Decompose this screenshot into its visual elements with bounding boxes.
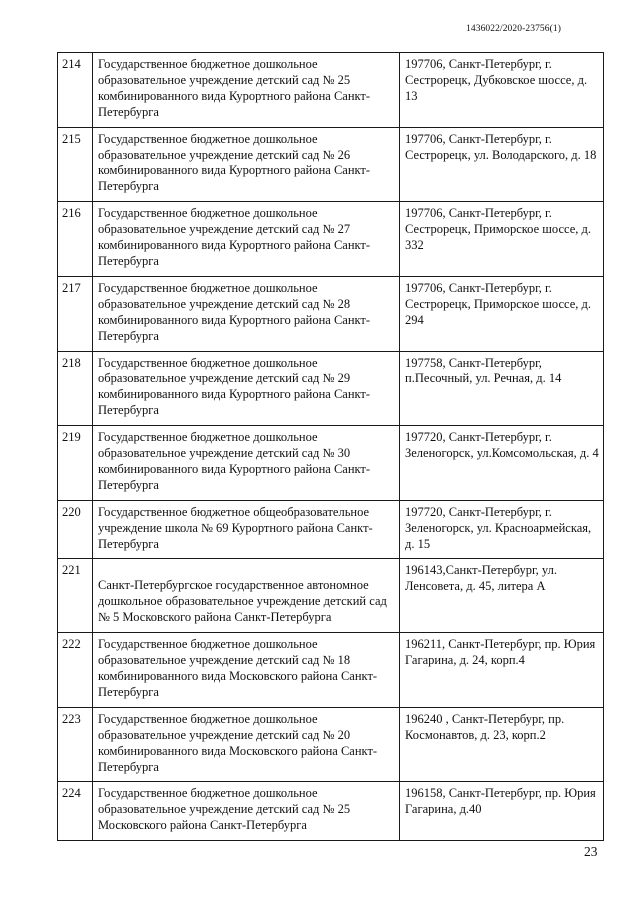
row-number: 222 <box>58 633 93 708</box>
institution-address: 196211, Санкт-Петербург, пр. Юрия Гагарина, д. 24, корп.4 <box>400 633 604 708</box>
table-row <box>58 500 604 559</box>
row-number: 221 <box>58 559 93 633</box>
institution-address: 196240 , Санкт-Петербург, пр. Космонавтов, д. 23, корп.2 <box>400 707 604 782</box>
institution-name: Государственное бюджетное дошкольное образовательное учреждение детский сад № 27 комбинированного вида Курортного района Санкт-Петербурга <box>93 202 400 277</box>
institutions-table <box>57 52 604 841</box>
institution-address: 197720, Санкт-Петербург, г. Зеленогорск, ул.Комсомольская, д. 4 <box>400 426 604 501</box>
institution-name: Государственное бюджетное дошкольное образовательное учреждение детский сад № 25 комбинированного вида Курортного района Санкт-Петербурга <box>93 53 400 128</box>
institution-address: 197706, Санкт-Петербург, г. Сестрорецк, Приморское шоссе, д. 332 <box>400 202 604 277</box>
row-number: 218 <box>58 351 93 426</box>
row-number: 220 <box>58 500 93 559</box>
row-number: 214 <box>58 53 93 128</box>
institution-address: 196143,Санкт-Петербург, ул. Ленсовета, д. 45, литера А <box>400 559 604 633</box>
row-number: 217 <box>58 276 93 351</box>
table-row <box>58 559 604 633</box>
institution-address: 197720, Санкт-Петербург, г. Зеленогорск, ул. Красноармейская, д. 15 <box>400 500 604 559</box>
institution-address: 197706, Санкт-Петербург, г. Сестрорецк, Дубковское шоссе, д. 13 <box>400 53 604 128</box>
institution-address: 197706, Санкт-Петербург, г. Сестрорецк, Приморское шоссе, д. 294 <box>400 276 604 351</box>
row-number: 215 <box>58 127 93 202</box>
table-row <box>58 202 604 277</box>
institution-name: Государственное бюджетное общеобразовательное учреждение школа № 69 Курортного района Санкт-Петербурга <box>93 500 400 559</box>
table-row <box>58 276 604 351</box>
institution-name: Государственное бюджетное дошкольное образовательное учреждение детский сад № 20 комбинированного вида Московского района Санкт-Петербурга <box>93 707 400 782</box>
institution-address: 197758, Санкт-Петербург, п.Песочный, ул. Речная, д. 14 <box>400 351 604 426</box>
row-number: 223 <box>58 707 93 782</box>
page-number: 23 <box>584 844 598 859</box>
institution-name: Государственное бюджетное дошкольное образовательное учреждение детский сад № 26 комбинированного вида Курортного района Санкт-Петербурга <box>93 127 400 202</box>
table-row <box>58 426 604 501</box>
table-row <box>58 53 604 128</box>
table-row <box>58 707 604 782</box>
institution-name: Государственное бюджетное дошкольное образовательное учреждение детский сад № 18 комбинированного вида Московского района Санкт-Петербурга <box>93 633 400 708</box>
table-row <box>58 127 604 202</box>
institution-address: 196158, Санкт-Петербург, пр. Юрия Гагарина, д.40 <box>400 782 604 841</box>
table-row <box>58 782 604 841</box>
table-row <box>58 633 604 708</box>
row-number: 224 <box>58 782 93 841</box>
institution-name: Государственное бюджетное дошкольное образовательное учреждение детский сад № 30 комбинированного вида Курортного района Санкт-Петербурга <box>93 426 400 501</box>
institution-address: 197706, Санкт-Петербург, г. Сестрорецк, ул. Володарского, д. 18 <box>400 127 604 202</box>
row-number: 216 <box>58 202 93 277</box>
institution-name: Государственное бюджетное дошкольное образовательное учреждение детский сад № 29 комбинированного вида Курортного района Санкт-Петербурга <box>93 351 400 426</box>
row-number: 219 <box>58 426 93 501</box>
institution-name: Государственное бюджетное дошкольное образовательное учреждение детский сад № 25 Московского района Санкт-Петербурга <box>93 782 400 841</box>
institution-name: Санкт-Петербургское государственное автономное дошкольное образовательное учреждение детский сад № 5 Московского района Санкт-Петербурга <box>93 559 400 633</box>
institution-name: Государственное бюджетное дошкольное образовательное учреждение детский сад № 28 комбинированного вида Курортного района Санкт-Петербурга <box>93 276 400 351</box>
table-row <box>58 351 604 426</box>
document-id: 1436022/2020-23756(1) <box>466 24 561 34</box>
